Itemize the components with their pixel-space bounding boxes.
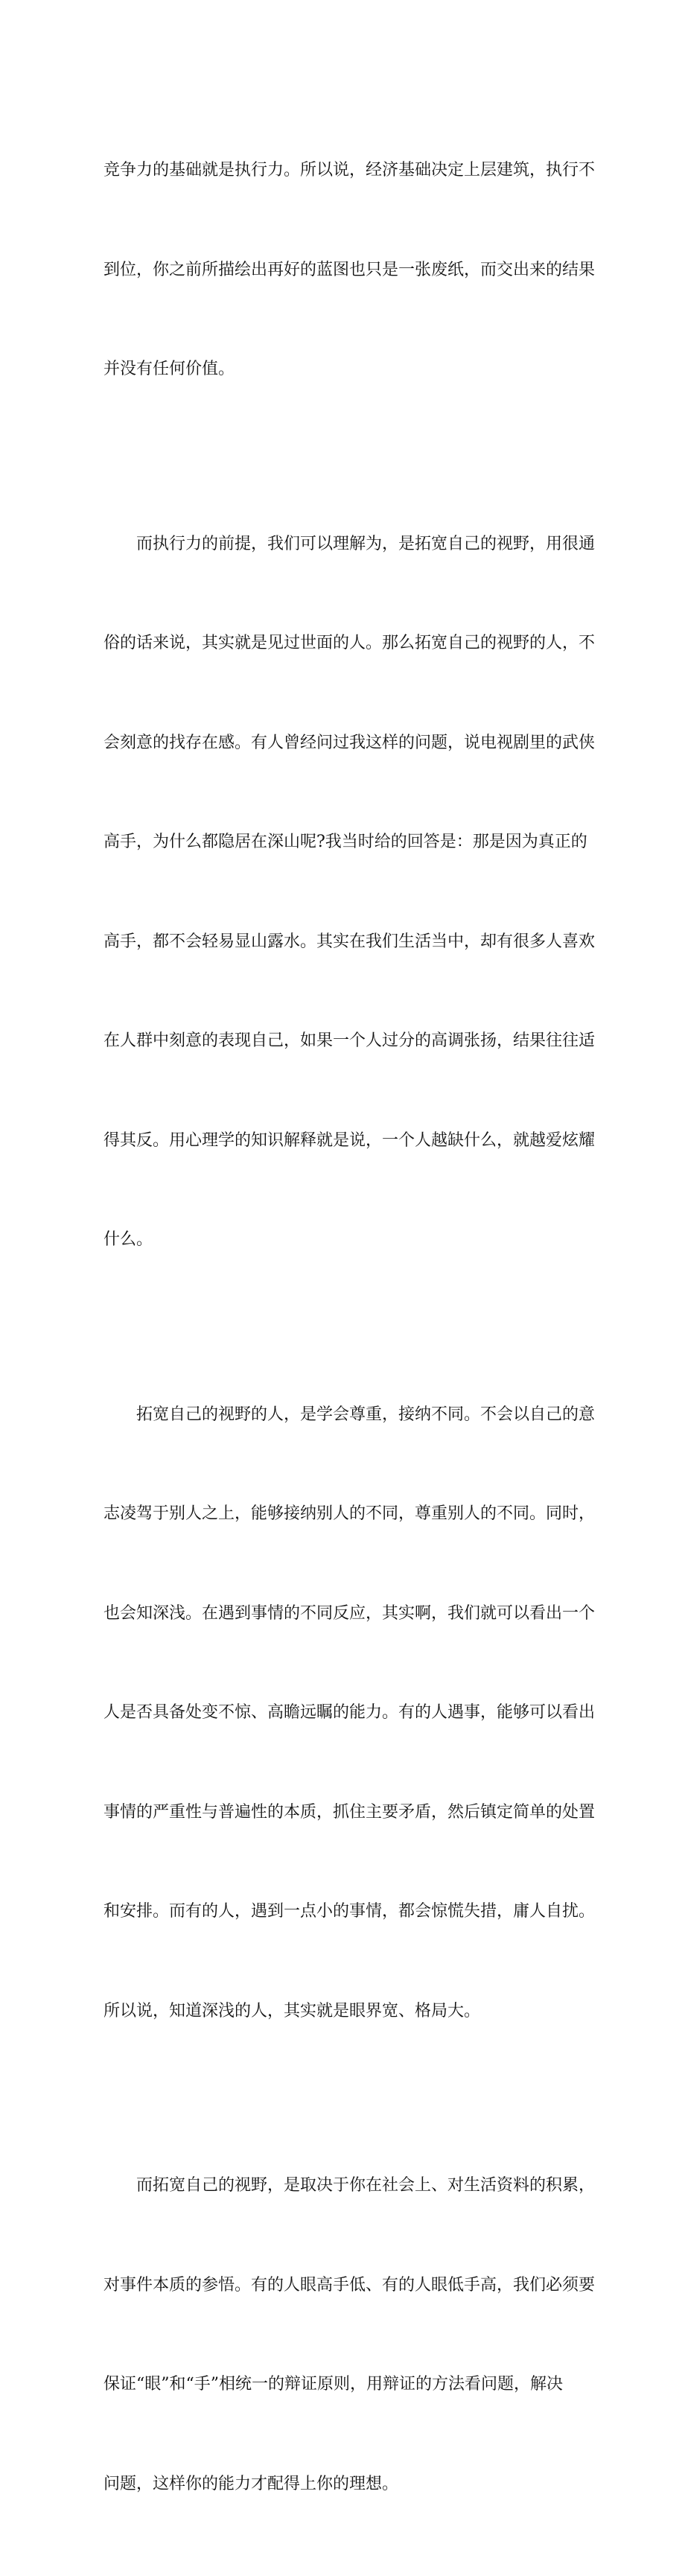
text-line: 得其反。用心理学的知识解释就是说，一个人越缺什么，就越爱炫耀 — [103, 1130, 596, 1150]
text-line: 志凌驾于别人之上，能够接纳别人的不同，尊重别人的不同。同时， — [103, 1504, 596, 1523]
text-line: 和安排。而有的人，遇到一点小的事情，都会惊慌失措，庸人自扰。 — [103, 1902, 596, 1921]
paragraph-1 — [103, 88, 596, 453]
text-line: 而拓宽自己的视野，是取决于你在社会上、对生活资料的积累， — [136, 2176, 596, 2195]
text-line: 对事件本质的参悟。有的人眼高手低、有的人眼低手高，我们必须要 — [103, 2275, 596, 2294]
text-line: 问题，这样你的能力才配得上你的理想。 — [103, 2474, 399, 2493]
text-line: 什么。 — [103, 1230, 153, 1249]
document-body — [103, 88, 596, 2576]
paragraph-4 — [103, 2103, 596, 2567]
text-line: 会刻意的找存在感。有人曾经问过我这样的问题，说电视剧里的武侠 — [103, 733, 596, 752]
text-line: 也会知深浅。在遇到事情的不同反应，其实啊，我们就可以看出一个 — [103, 1603, 596, 1623]
text-line: 而执行力的前提，我们可以理解为，是拓宽自己的视野，用很通 — [136, 534, 596, 553]
text-line: 并没有任何价值。 — [103, 360, 235, 378]
text-line: 高手，为什么都隐居在深山呢?我当时给的回答是：那是因为真正的 — [103, 833, 587, 851]
text-line: 在人群中刻意的表现自己，如果一个人过分的高调张扬，结果往往适 — [103, 1031, 596, 1050]
paragraph-2 — [103, 462, 596, 1323]
text-line: 所以说，知道深浅的人，其实就是眼界宽、格局大。 — [103, 2001, 481, 2020]
text-line: 俗的话来说，其实就是见过世面的人。那么拓宽自己的视野的人，不 — [103, 634, 596, 652]
text-line: 事情的严重性与普遍性的本质，抓住主要矛盾，然后镇定简单的处置 — [103, 1802, 596, 1822]
paragraph-3 — [103, 1332, 596, 2095]
text-line: 高手，都不会轻易显山露水。其实在我们生活当中，却有很多人喜欢 — [103, 932, 596, 951]
text-line: 保证“眼”和“手”相统一的辩证原则，用辩证的方法看问题，解决 — [103, 2375, 563, 2394]
text-line: 到位，你之前所描绘出再好的蓝图也只是一张废纸，而交出来的结果 — [103, 260, 596, 279]
text-line: 人是否具备处变不惊、高瞻远瞩的能力。有的人遇事，能够可以看出 — [103, 1703, 596, 1722]
text-line: 竞争力的基础就是执行力。所以说，经济基础决定上层建筑，执行不 — [103, 161, 596, 179]
text-line: 拓宽自己的视野的人，是学会尊重，接纳不同。不会以自己的意 — [136, 1405, 596, 1424]
